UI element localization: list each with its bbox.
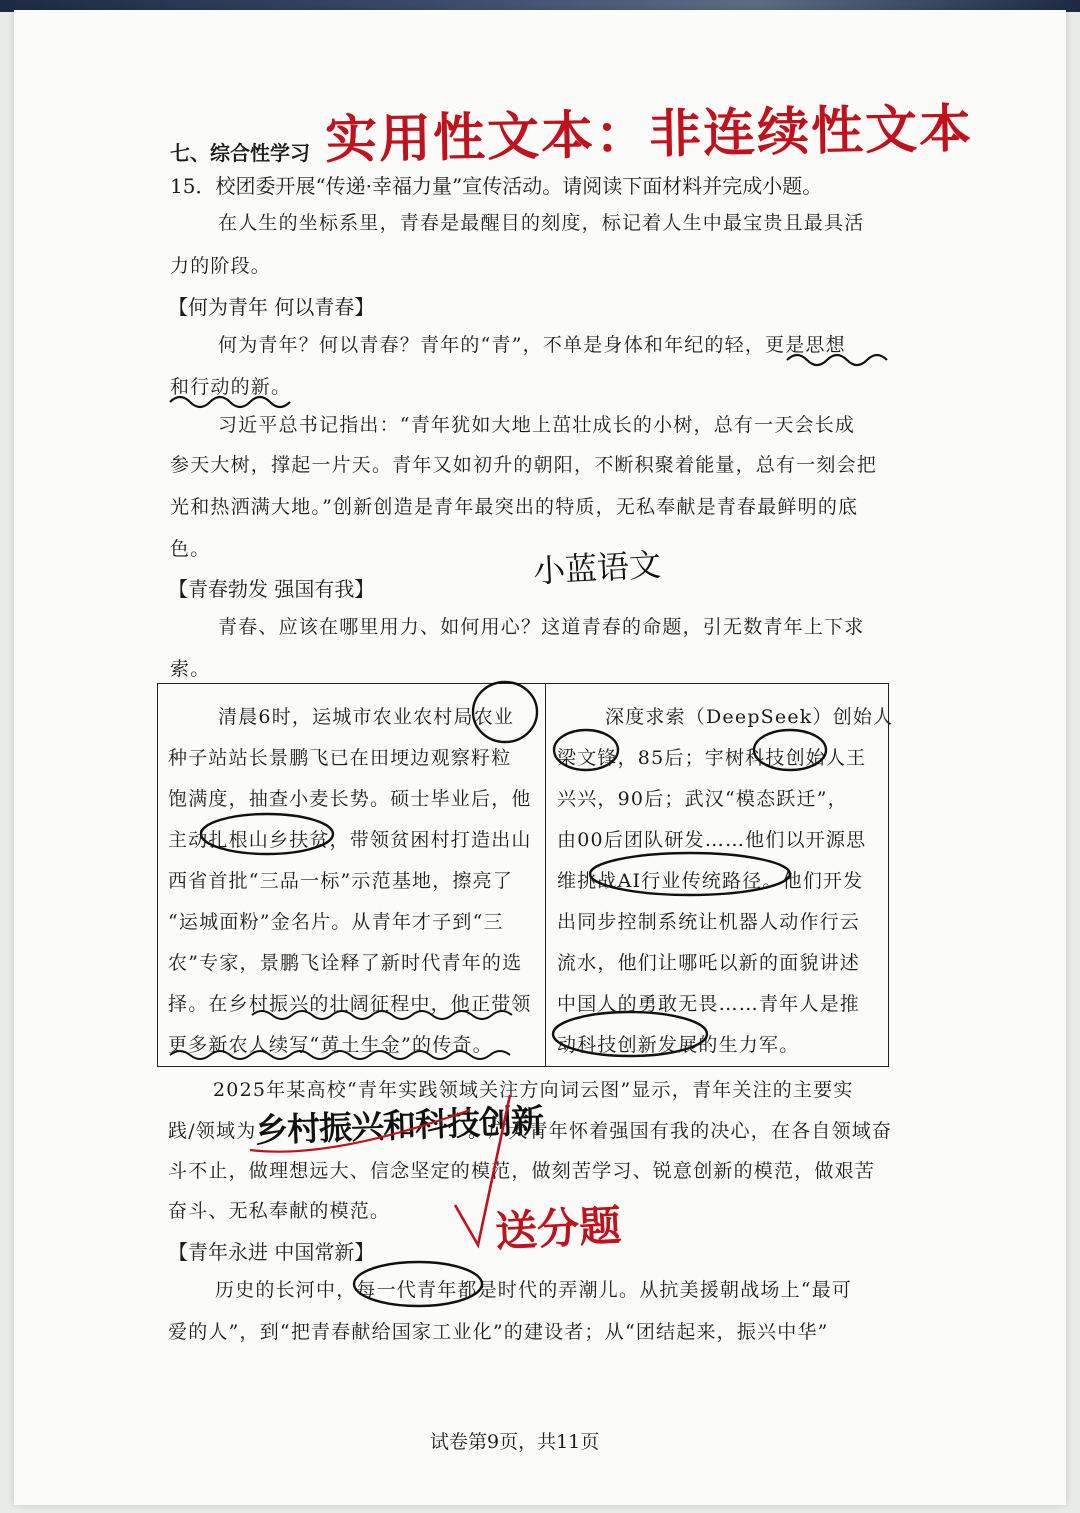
part2-p1-line-2: 索。	[170, 658, 211, 680]
handwritten-signature: 小蓝语文	[532, 545, 663, 591]
part1-heading: 【何为青年 何以青春】	[168, 295, 375, 319]
part1-p2-line-2: 参天大树，撑起一片天。青年又如初升的朝阳，不断积聚着能量，总有一刻会把	[170, 454, 878, 476]
part3-p1-line-2: 爱的人”，到“把青春献给国家工业化”的建设者；从“团结起来，振兴中华”	[168, 1321, 829, 1343]
part2-p2-line-2b: 。广大青年怀着强国有我的决心，在各自领域奋	[468, 1120, 893, 1142]
right-box-line: 中国人的勇敢无畏……青年人是推	[557, 993, 861, 1015]
part1-p2-line-4: 色。	[170, 538, 211, 560]
left-box-line: “运城面粉”金名片。从青年才子到“三	[168, 911, 504, 933]
section-title: 七、综合性学习	[170, 141, 310, 165]
part1-p1-line-1: 何为青年？何以青春？青年的“青”，不单是身体和年纪的轻，更是思想	[218, 334, 846, 356]
right-box-line: 兴兴，90后；武汉“模态跃迁”，	[557, 788, 848, 810]
left-box-line: 更多新农人续写“黄土生金”的传奇。	[168, 1034, 493, 1056]
right-box-line: 动科技创新发展的生力军。	[557, 1034, 800, 1056]
intro-line-1: 在人生的坐标系里，青春是最醒目的刻度，标记着人生中最宝贵且最具活	[218, 212, 865, 234]
left-box-line: 种子站站长景鹏飞已在田埂边观察籽粒	[168, 747, 512, 769]
part2-p2-line-4: 奋斗、无私奉献的模范。	[168, 1200, 391, 1222]
left-box-line: 农”专家，景鹏飞诠释了新时代青年的选	[168, 952, 523, 974]
intro-line-2: 力的阶段。	[170, 255, 272, 277]
part3-heading: 【青年永进 中国常新】	[168, 1240, 375, 1264]
part2-heading: 【青春勃发 强国有我】	[168, 577, 375, 601]
part2-p1-line-1: 青春、应该在哪里用力、如何用心？这道青春的命题，引无数青年上下求	[218, 616, 865, 638]
part3-p1-line-1: 历史的长河中，每一代青年都是时代的弄潮儿。从抗美援朝战场上“最可	[215, 1279, 853, 1301]
part2-p2-line-3: 斗不止，做理想远大、信念坚定的模范，做刻苦学习、锐意创新的模范，做艰苦	[168, 1160, 876, 1182]
right-box-line: 维挑战AI行业传统路径。他们开发	[557, 870, 864, 892]
right-box-line: 出同步控制系统让机器人动作行云	[557, 911, 861, 933]
right-box-line: 流水，他们让哪吒以新的面貌讲述	[557, 952, 861, 974]
handwritten-note: 送分题	[493, 1200, 623, 1257]
right-box-line: 由00后团队研发……他们以开源思	[557, 829, 867, 851]
part2-p2-line-2a: 践/领域为	[168, 1120, 257, 1142]
part1-p2-line-1: 习近平总书记指出：“青年犹如大地上茁壮成长的小树，总有一天会长成	[218, 414, 856, 436]
part2-p2-line-1: 2025年某高校“青年实践领域关注方向词云图”显示，青年关注的主要实	[213, 1079, 854, 1101]
material-box-divider	[545, 683, 546, 1067]
right-box-line: 深度求索（DeepSeek）创始人	[605, 706, 894, 728]
handwritten-answer: 乡村振兴和科技创新	[254, 1100, 544, 1151]
question-prompt: 15．校团委开展“传递·幸福力量”宣传活动。请阅读下面材料并完成小题。	[170, 174, 823, 198]
left-box-line: 择。在乡村振兴的壮阔征程中，他正带领	[168, 993, 532, 1015]
part1-p2-line-3: 光和热洒满大地。”创新创造是青年最突出的特质，无私奉献是青春最鲜明的底	[170, 496, 859, 518]
part1-p1-line-2: 和行动的新。	[170, 376, 292, 398]
left-box-line: 饱满度，抽查小麦长势。硕士毕业后，他	[168, 788, 532, 810]
handwritten-title: 实用性文本：非连续性文本	[324, 99, 974, 171]
page-footer: 试卷第9页，共11页	[430, 1431, 600, 1453]
left-box-line: 西省首批“三品一标”示范基地，擦亮了	[168, 870, 514, 892]
left-box-line: 主动扎根山乡扶贫，带领贫困村打造出山	[168, 829, 532, 851]
right-box-line: 梁文锋，85后；宇树科技创始人王	[557, 747, 867, 769]
left-box-line: 清晨6时，运城市农业农村局农业	[218, 706, 515, 728]
